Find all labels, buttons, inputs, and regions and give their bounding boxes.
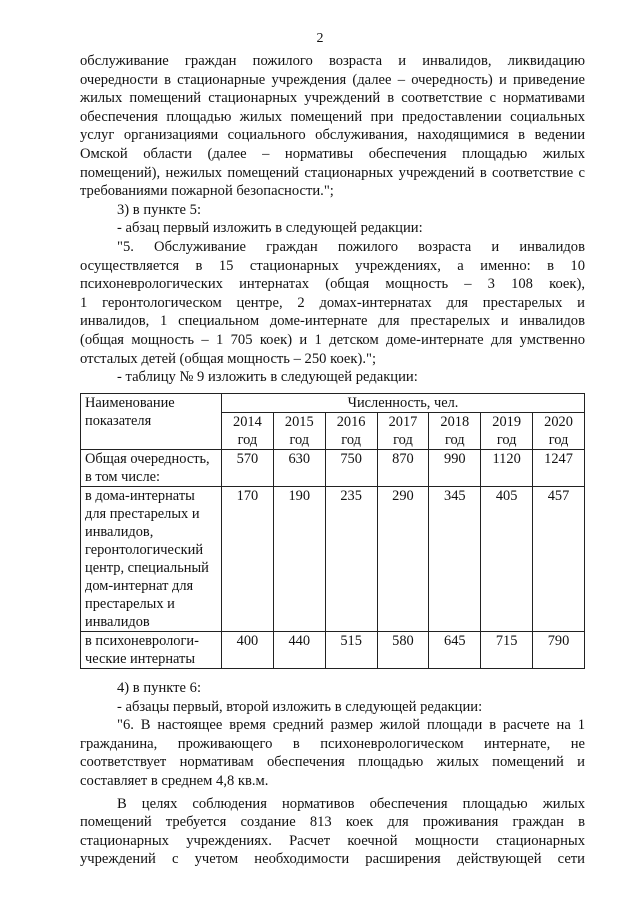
value-cell: 190 [273,487,325,632]
paragraph-7 [80,795,585,869]
text-line: очередности в стационарные учреждения (далее – очередность) и приведение [80,71,585,88]
value-cell: 790 [533,632,585,669]
value-cell: 457 [533,487,585,632]
year-cell: 2017 год [377,413,429,450]
item-4-heading: 4) в пункте 6: [117,680,202,696]
text-line: осуществляется в 15 стационарных учреждениях, а именно: в 10 [80,257,585,274]
text-line: учреждений с учетом необходимости расширения действующей сети [80,851,585,868]
value-cell: 750 [325,450,377,487]
text-line: соответствует нормативам обеспечения площадью жилых помещений и [80,754,585,771]
paragraph-intro [80,52,585,387]
paragraph-5 [80,238,585,368]
table-intro: - таблицу № 9 изложить в следующей редакции: [117,369,418,386]
value-cell: 580 [377,632,429,669]
value-cell: 405 [481,487,533,632]
page-number: 2 [316,31,324,46]
text-line: обслуживание граждан пожилого возраста и инвалидов, ликвидацию [80,53,585,69]
text-line: услуг организациями социального обслуживания, находящимися в ведении [80,127,585,144]
text-line: "5. Обслуживание граждан пожилого возраста и инвалидов [117,238,585,255]
value-cell: 570 [222,450,274,487]
text-line: помещений), нежилых помещений стационарных учреждений в соответствие с [80,164,585,181]
value-cell: 645 [429,632,481,669]
text-line: стационарных учреждениях. Расчет коечной мощности стационарных [80,832,585,849]
year-cell: 2018 год [429,413,481,450]
table-row [81,450,585,487]
text-line: помещений требуется создание 813 коек для проживания граждан в [80,814,585,831]
text-line: отсталых детей (общая мощность – 250 коек)."; [80,350,377,367]
item-3-instruction: - абзац первый изложить в следующей редакции: [117,220,423,237]
text-line: обеспечения площадью жилых помещений при предоставлении социальных [80,108,585,125]
text-line: 1 геронтологическом центре, 2 домах-интернатах для престарелых и [80,294,585,311]
header-label: Наименование показателя [81,394,222,450]
value-cell: 345 [429,487,481,632]
value-cell: 630 [273,450,325,487]
table-row [81,487,585,632]
text-line: психоневрологических интернатах (общая мощность – 3 108 коек), [80,276,585,293]
statistics-table [80,393,585,669]
value-cell: 440 [273,632,325,669]
text-line: (общая мощность – 1 705 коек) и 1 детском доме-интернате для умственно [80,331,585,348]
header-group: Численность, чел. [222,394,585,413]
year-cell: 2019 год [481,413,533,450]
year-cell: 2015 год [273,413,325,450]
text-line: гражданина, проживающего в психоневрологическом интернате, не [80,735,585,752]
text-line: "6. В настоящее время средний размер жилой площади в расчете на 1 [117,717,585,734]
value-cell: 715 [481,632,533,669]
value-cell: 515 [325,632,377,669]
text-line: требованиями пожарной безопасности."; [80,183,334,200]
value-cell: 870 [377,450,429,487]
value-cell: 290 [377,487,429,632]
row-label: Общая очередность, в том числе: [81,450,222,487]
value-cell: 990 [429,450,481,487]
value-cell: 400 [222,632,274,669]
row-label: в психоневрологи-ческие интернаты [81,632,222,669]
text-line: жилых помещений стационарных учреждений в соответствие с нормативами [80,90,585,107]
item-3-heading: 3) в пункте 5: [117,201,202,218]
paragraph-6 [80,716,585,790]
value-cell: 1120 [481,450,533,487]
table-row [81,632,585,669]
value-cell: 170 [222,487,274,632]
value-cell: 1247 [533,450,585,487]
year-cell: 2016 год [325,413,377,450]
text-line: В целях соблюдения нормативов обеспечения площадью жилых [117,795,585,812]
year-cell: 2014 год [222,413,274,450]
text-line: составляет в среднем 4,8 кв.м. [80,772,269,789]
text-line: инвалидов, 1 специальном доме-интернате для престарелых и инвалидов [80,313,585,330]
text-line: Омской области (далее – нормативы обеспечения площадью жилых [80,145,585,162]
row-label: в дома-интернаты для престарелых и инвалидов, геронтологический центр, специальный дом-интернат для престарелых и инвалидов [81,487,222,632]
item-4-section [80,679,585,869]
year-cell: 2020 год [533,413,585,450]
value-cell: 235 [325,487,377,632]
item-4-instruction: - абзацы первый, второй изложить в следующей редакции: [117,698,483,715]
